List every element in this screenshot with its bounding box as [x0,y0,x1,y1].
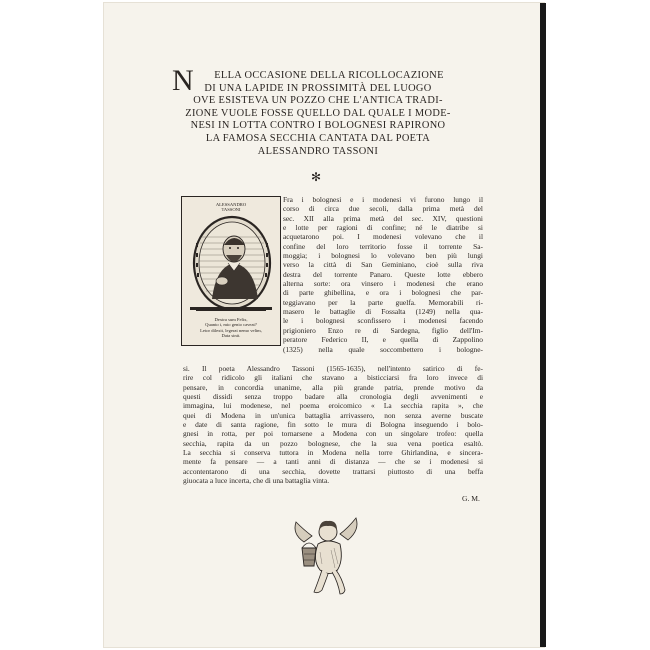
text-line: alterna sorte: ora vinsero i modenesi che erano [283,279,483,289]
title-line: ELLA OCCASIONE DELLA RICOLLOCAZIONE [214,70,444,81]
portrait-caption-line: Data sinit. [221,333,241,339]
text-line: le i bolognesi sconfissero i modenesi facendo [283,316,483,326]
portrait-caption-line: Quanto i, mio genio caveat? [205,322,257,328]
text-line: questi dissidi senza troppo badare alla cronologia degli avvenimenti e [183,392,483,402]
text-line: immagina, lui modenese, nel poema eroicomico « La secchia rapita », che [183,401,483,411]
portrait-caption-line: Letor dilexit, legerat nemo velim, [200,327,262,333]
portrait-caption-top [185,202,277,213]
ornament-star-icon: ✻ [311,170,322,184]
title-line: OVE ESISTEVA UN POZZO CHE L'ANTICA TRADI- [193,95,443,107]
portrait-caption-line: Dextra sum Felix, [214,317,248,322]
text-line: e date di santa ragione, fin sotto le mura di Bologna inseguendo i bolo- [183,420,483,430]
text-line: gnesi in rotta, per poi tornarsene a Modena con un singolare trofeo: quella [183,429,483,439]
text-line: confine del loro territorio fosse il torrente Sa- [283,241,483,251]
title-dropcap: N [172,64,195,97]
text-line: masero le battaglie di Fossalta (1249) nella qua- [283,307,483,317]
title-line: LA FAMOSA SECCHIA CANTATA DAL POETA [205,132,431,144]
page-edge [540,3,546,647]
text-line: rire col ridicolo gli italiani che stavano a bisticciarsi fra loro invece di [183,373,483,383]
portrait-caption-line: TASSONI [221,207,241,213]
body-full-width-text [183,364,483,485]
cherub-with-bucket-icon [290,512,364,602]
title-line: NESI IN LOTTA CONTRO I BOLOGNESI RAPIRONO [190,120,446,132]
text-line: moggia; i bolognesi lo volevano ben più lungi [283,251,483,261]
text-line: secchia, rapita da un pozzo bolognese, che la sua vena poetica esaltò. [183,438,483,448]
text-line: pensare, in concordia unanime, alla più grande patria, prende motivo da [183,382,483,392]
text-line: teggiavano per la parte guelfa. Memorabili ri- [283,297,483,307]
text-line: e lotte per ragioni di confine; né le diatribe si [283,223,483,233]
text-line: accontentarono di una secchia, dovette trattarsi piuttosto di una beffa [183,466,483,476]
text-line: (1325) nella quale soccombettero i bologne- [283,344,483,354]
text-line: mente fa pensare — a tanti anni di distanza — che se i modenesi si [183,457,483,467]
text-line: giuocata a luce incerta, che di una battaglia vinta. [183,476,330,486]
text-line: corso di circa due secoli, dalla prima metà del [283,204,483,214]
text-line: acquetarono poi. I modenesi volevano che il [283,232,483,242]
portrait-caption-line: ALESSANDRO [215,202,247,207]
portrait-caption-bottom [185,317,277,339]
page-title [172,64,464,158]
signature: G. M. [462,494,480,503]
text-line: quei di Modena in un'unica battaglia arrivassero, non senza averne buscate [183,410,483,420]
text-line: si. Il poeta Alessandro Tassoni (1565-1635), nell'intento satirico di fe- [183,364,483,373]
text-line: verso la città di San Geminiano, cioè sulla riva [283,260,483,270]
text-line: di parte ghibellina, e ora i bolognesi che par- [283,288,483,298]
text-line: prigioniero Enzo re di Sardegna, figlio dell'Im- [283,325,483,335]
body-column-text [283,195,483,354]
text-line: destra del torrente Panaro. Queste lotte ebbero [283,269,483,279]
text-line: peratore Federico II, e quella di Zappolino [283,335,483,345]
text-line: Fra i bolognesi e i modenesi vi furono lungo il [283,195,483,204]
title-line: ALESSANDRO TASSONI [257,145,379,157]
title-line: ZIONE VUOLE FOSSE QUELLO DAL QUALE I MODE- [185,107,451,119]
text-line: La secchia si conserva tuttora in Modena nella torre Ghirlandina, e sincera- [183,448,483,458]
portrait-engraving [181,196,281,346]
text-line: sec. XII alla prima metà del sec. XIV, questioni [283,213,483,223]
title-line: DI UNA LAPIDE IN PROSSIMITÀ DEL LUOGO [204,82,432,94]
